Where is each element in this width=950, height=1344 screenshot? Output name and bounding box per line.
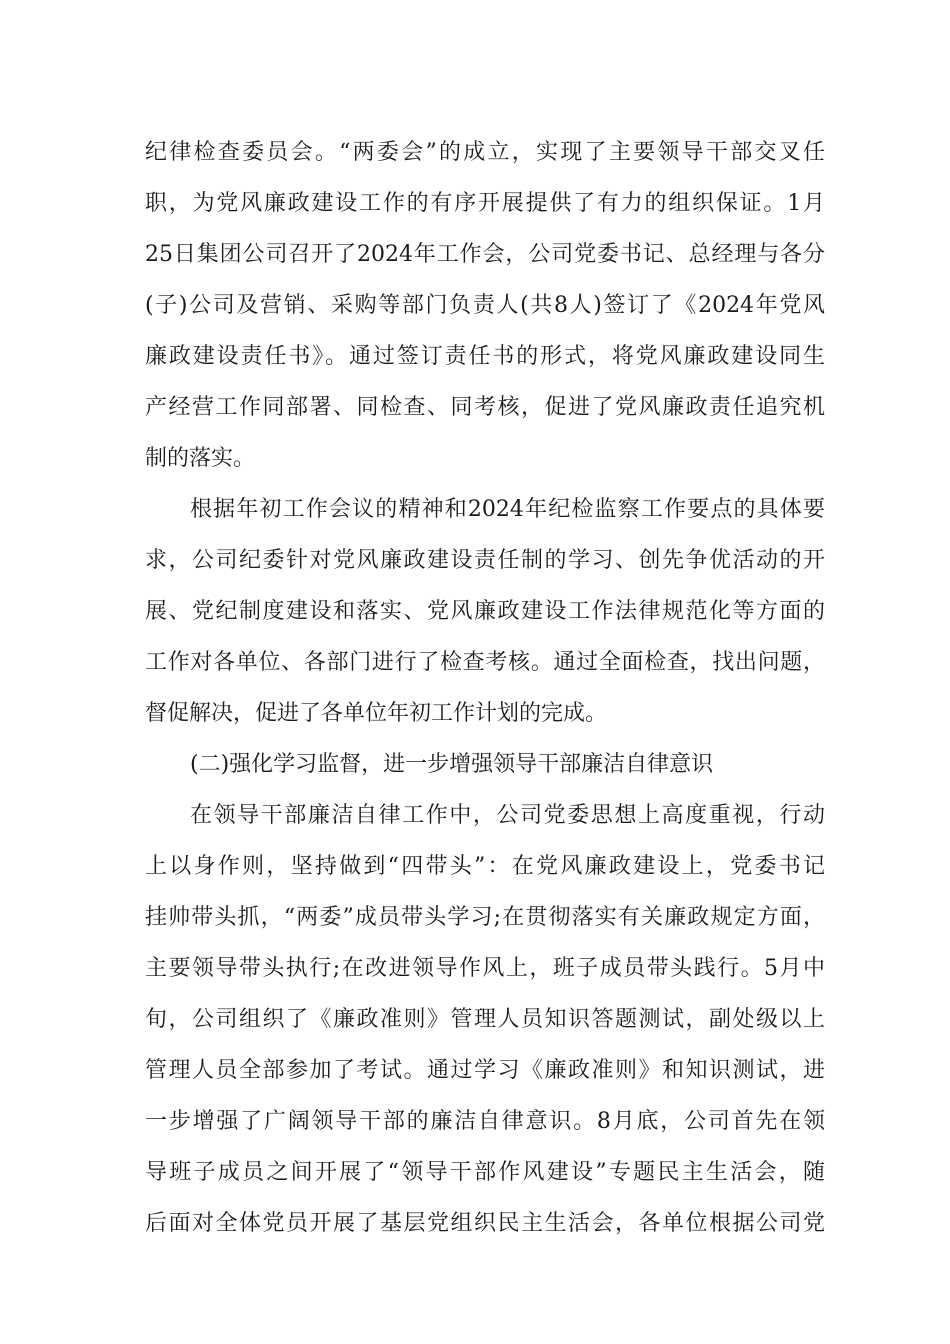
text-line: 一步增强了广阔领导干部的廉洁自律意识。8月底，公司首先在领 xyxy=(145,1109,825,1134)
text-line: 后面对全体党员开展了基层党组织民主生活会，各单位根据公司党 xyxy=(145,1211,825,1236)
text-line: 25日集团公司召开了2024年工作会，公司党委书记、总经理与各分 xyxy=(145,242,825,267)
paragraph-first-line: 根据年初工作会议的精神和2024年纪检监察工作要点的具体要 xyxy=(190,497,825,522)
text-line: 工作对各单位、各部门进行了检查考核。通过全面检查，找出问题， xyxy=(145,650,825,675)
text-line: 管理人员全部参加了考试。通过学习《廉政准则》和知识测试，进 xyxy=(145,1058,825,1083)
text-line: 展、党纪制度建设和落实、党风廉政建设工作法律规范化等方面的 xyxy=(145,599,825,624)
text-line: 上以身作则，坚持做到“四带头”：在党风廉政建设上，党委书记 xyxy=(145,854,825,879)
text-line: 制的落实。 xyxy=(145,446,256,471)
text-line: (子)公司及营销、采购等部门负责人(共8人)签订了《2024年党风 xyxy=(145,293,825,318)
text-line: 旬，公司组织了《廉政准则》管理人员知识答题测试，副处级以上 xyxy=(145,1007,825,1032)
text-line: 产经营工作同部署、同检查、同考核，促进了党风廉政责任追究机 xyxy=(145,395,825,420)
section-heading: (二)强化学习监督，进一步增强领导干部廉洁自律意识 xyxy=(190,752,714,777)
text-line: 挂帅带头抓，“两委”成员带头学习;在贯彻落实有关廉政规定方面， xyxy=(145,905,825,930)
text-line: 廉政建设责任书》。通过签订责任书的形式，将党风廉政建设同生 xyxy=(145,344,825,369)
text-line: 职，为党风廉政建设工作的有序开展提供了有力的组织保证。1月 xyxy=(145,191,825,216)
text-line: 主要领导带头执行;在改进领导作风上，班子成员带头践行。5月中 xyxy=(145,956,825,981)
text-line: 求，公司纪委针对党风廉政建设责任制的学习、创先争优活动的开 xyxy=(145,548,825,573)
paragraph-first-line: 在领导干部廉洁自律工作中，公司党委思想上高度重视，行动 xyxy=(190,803,825,828)
text-line: 纪律检查委员会。“两委会”的成立，实现了主要领导干部交叉任 xyxy=(145,140,825,165)
text-line: 督促解决，促进了各单位年初工作计划的完成。 xyxy=(145,701,608,726)
text-line: 导班子成员之间开展了“领导干部作风建设”专题民主生活会，随 xyxy=(145,1160,825,1185)
